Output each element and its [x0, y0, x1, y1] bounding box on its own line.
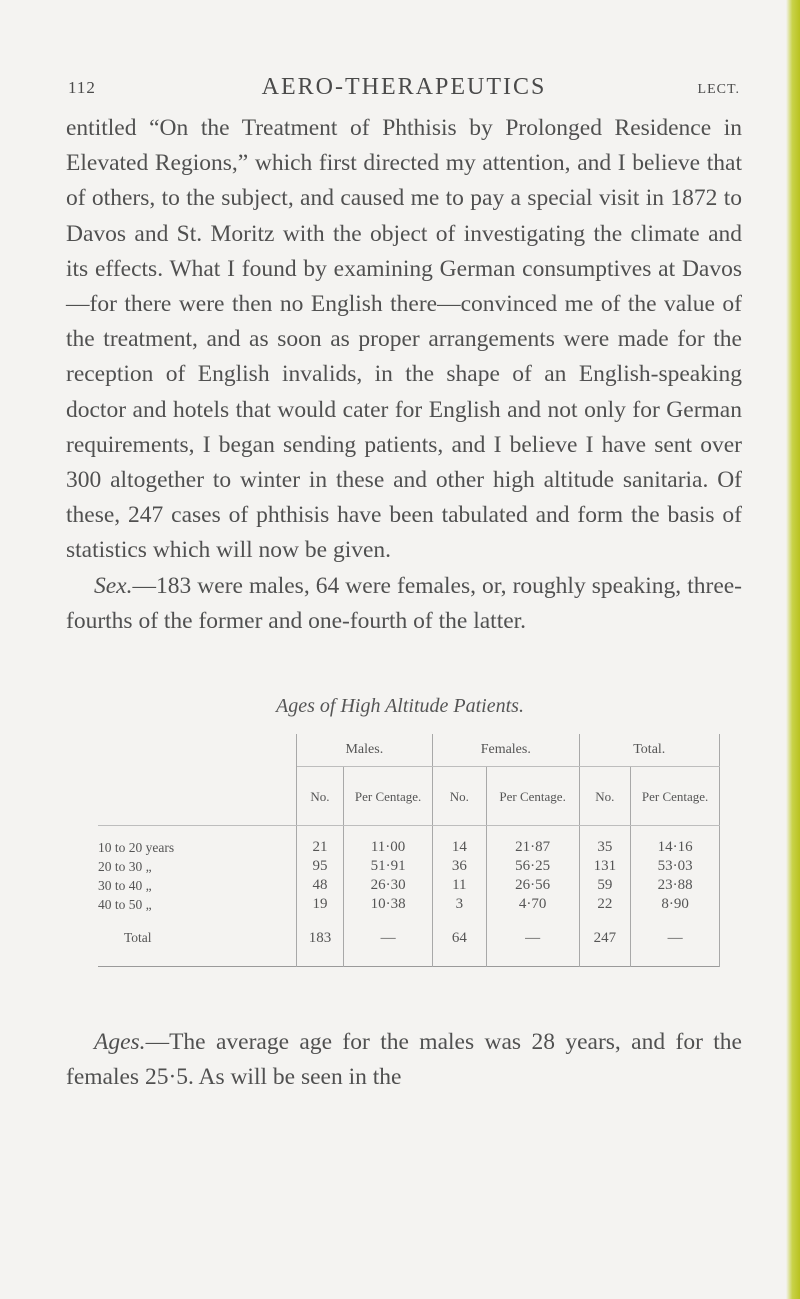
paragraph-ages [66, 1025, 742, 1095]
label-column-header [98, 734, 296, 767]
table-row [98, 826, 720, 858]
females-pc: 21·87 [486, 826, 579, 858]
page-edge [786, 0, 800, 1299]
males-header: Males. [296, 734, 432, 767]
paragraph-sex [66, 569, 742, 639]
table-row [98, 857, 720, 876]
total-females-pc: — [486, 914, 579, 967]
total-pc: 23·88 [631, 876, 720, 895]
females-no-header: No. [432, 767, 486, 826]
ages-text: —The average age for the males was 28 years, and for the females 25·5. As will be seen in the [66, 1029, 742, 1091]
total-females-no: 64 [432, 914, 486, 967]
males-pc: 51·91 [344, 857, 433, 876]
sex-text: —183 were males, 64 were females, or, roughly speaking, three-fourths of the former and one-fourth of the latter. [66, 572, 742, 634]
females-pc: 26·56 [486, 876, 579, 895]
males-pc: 26·30 [344, 876, 433, 895]
total-pc: 8·90 [631, 895, 720, 914]
page-number: 112 [68, 78, 96, 97]
ages-lead: Ages. [94, 1029, 146, 1055]
table-bottom-rule [98, 967, 720, 988]
total-no: 22 [579, 895, 631, 914]
total-pc-header: Per Centage. [631, 767, 720, 826]
total-no: 131 [579, 857, 631, 876]
body-text [66, 111, 742, 639]
label-column-subheader [98, 767, 296, 826]
total-total-no: 247 [579, 914, 631, 967]
total-header: Total. [579, 734, 719, 767]
males-no: 48 [296, 876, 343, 895]
total-label: Total [98, 914, 296, 967]
total-no: 59 [579, 876, 631, 895]
males-no-header: No. [296, 767, 343, 826]
running-header [68, 74, 740, 104]
males-pc-header: Per Centage. [344, 767, 433, 826]
females-pc-header: Per Centage. [486, 767, 579, 826]
females-header: Females. [432, 734, 579, 767]
row-label: 10 to 20 years [98, 826, 296, 858]
total-total-pc: — [631, 914, 720, 967]
total-no-header: No. [579, 767, 631, 826]
females-pc: 4·70 [486, 895, 579, 914]
females-no: 14 [432, 826, 486, 858]
females-no: 3 [432, 895, 486, 914]
ages-paragraph [66, 1025, 742, 1095]
table-row [98, 876, 720, 895]
males-no: 19 [296, 895, 343, 914]
total-males-pc: — [344, 914, 433, 967]
females-pc: 56·25 [486, 857, 579, 876]
row-label: 40 to 50 „ [98, 895, 296, 914]
total-pc: 14·16 [631, 826, 720, 858]
males-no: 95 [296, 857, 343, 876]
table-caption: Ages of High Altitude Patients. [276, 695, 524, 717]
males-pc: 11·00 [344, 826, 433, 858]
paragraph-treatment: entitled “On the Treatment of Phthisis by Prolonged Residence in Elevated Regions,” which first directed my attention, and I believe that of others, to the subject, and caused me to pay a special visit in 1872 to Davos and St. Moritz with the object of investigating the climate and its effects. What I found by examining German consumptives at Davos—for there were then no English there—convinced me of the value of the treatment, and as soon as proper arrangements were made for the reception of English invalids, in the shape of an English-speaking doctor and hotels that would cater for English and not only for German requirements, I began sending patients, and I believe I have sent over 300 altogether to winter in these and other high altitude sanitaria. Of these, 247 cases of phthisis have been tabulated and form the basis of statistics which will now be given. [66, 115, 742, 564]
females-no: 11 [432, 876, 486, 895]
row-label: 20 to 30 „ [98, 857, 296, 876]
lecture-label: LECT. [697, 82, 740, 97]
running-title: AERO-THERAPEUTICS [261, 74, 547, 100]
ages-table [98, 734, 720, 987]
table-row [98, 895, 720, 914]
row-label: 30 to 40 „ [98, 876, 296, 895]
total-pc: 53·03 [631, 857, 720, 876]
females-no: 36 [432, 857, 486, 876]
males-no: 21 [296, 826, 343, 858]
sex-lead: Sex. [94, 572, 133, 599]
males-pc: 10·38 [344, 895, 433, 914]
total-no: 35 [579, 826, 631, 858]
total-row [98, 914, 720, 967]
total-males-no: 183 [296, 914, 343, 967]
